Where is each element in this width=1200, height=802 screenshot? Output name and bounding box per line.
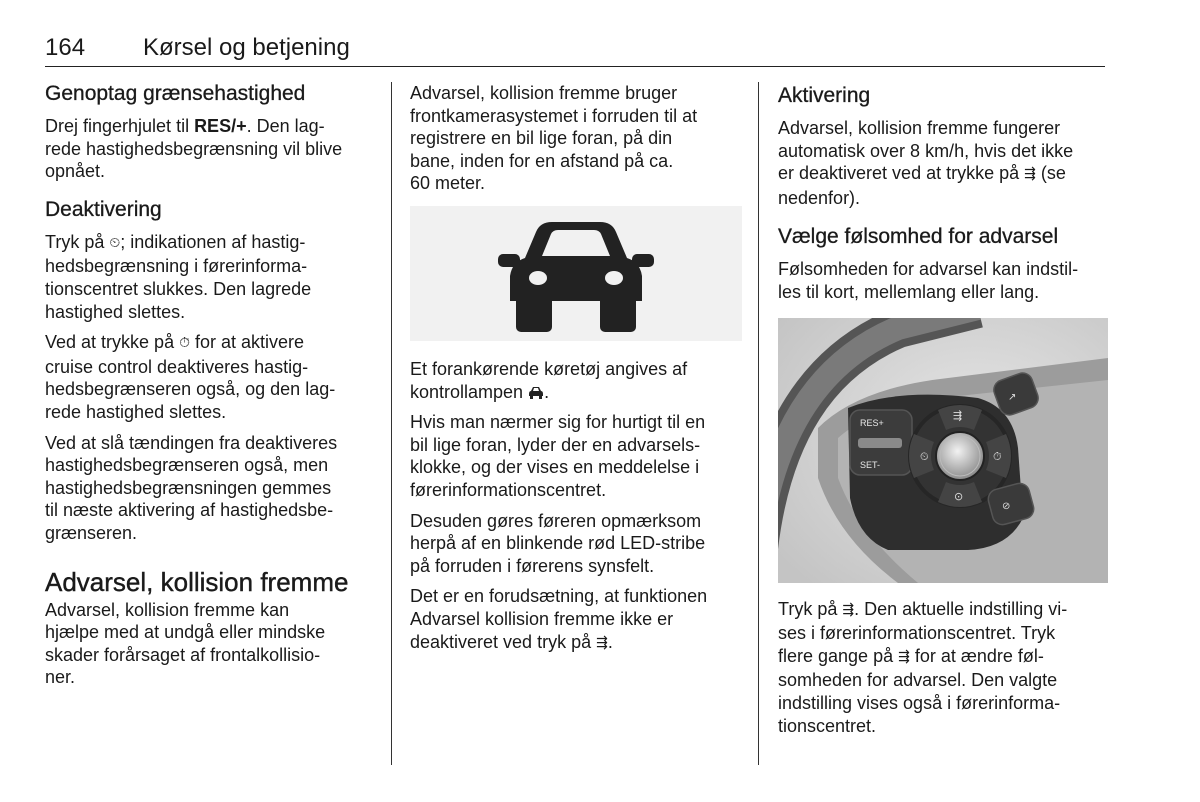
collision-alert-icon: ⇶ [1024,166,1036,183]
heading-forward-collision: Advarsel, kollision fremme [45,566,349,597]
paragraph-approach: Hvis man nærmer sig for hurtigt til en bil lige foran, lyder der en advarsels- klokke, og der vises en meddelelse i førerinformationscentret. [410,412,706,500]
svg-text:⊙: ⊙ [954,489,964,503]
vehicle-ahead-icon [528,386,544,399]
page-header [45,34,1105,67]
column-right [778,82,1108,745]
column-divider [391,82,392,765]
steering-wheel-photo [778,318,1108,583]
paragraph-condition: Det er en forudsætning, at funktionen Advarsel kollision fremme ikke er deaktiveret ved tryk på ⇶. [410,585,742,655]
vehicle-ahead-icon [410,206,742,341]
paragraph-led: Desuden gøres føreren opmærksom herpå af en blinkende rød LED-stribe på forruden i førerens synsfelt. [410,510,706,576]
paragraph-deactivation: Tryk på ⏲; indikationen af hastig- hedsbegrænsning i førerinforma- tionscentret slukkes. Den lagrede hastighed slettes. [45,231,312,322]
paragraph-activation: Advarsel, kollision fremme fungerer automatisk over 8 km/h, hvis det ikke er deaktiveret ved at trykke på ⇶ (se nedenfor). [778,118,1074,208]
paragraph-ignition: Ved at slå tændingen fra deaktiveres hastighedsbegrænseren også, men hastighedsbegrænsningen gemmes til næste aktivering af hastighedsbe- grænseren. [45,432,338,543]
collision-alert-icon: ⇶ [898,648,910,665]
svg-text:↗: ↗ [1008,391,1017,403]
column-middle [410,82,742,663]
heading-sensitivity: Vælge følsomhed for advarsel [778,225,1059,249]
speed-limiter-icon: ⏲ [109,234,121,251]
paragraph-press: Tryk på ⇶. Den aktuelle indstilling vi- ses i førerinformationscentret. Tryk flere gange på ⇶ for at ændre føl- somheden for advarsel. Den valgte indstilling vises også i førerinforma- tionscentret. [778,598,1068,736]
paragraph-resume: Drej fingerhjulet til RES/+. Den lag- rede hastighedsbegrænsning vil blive opnået. [45,116,343,182]
paragraph-intro: Advarsel, kollision fremme bruger frontkamerasystemet i forruden til at registrere en bil lige foran, på din bane, inden for en afstand på ca. 60 meter. [410,83,698,194]
res-plus-label: RES+ [860,417,884,428]
heading-activation: Aktivering [778,84,871,107]
svg-text:⏱: ⏱ [993,449,1002,463]
chapter-title: Kørsel og betjening [143,34,350,61]
column-left [45,82,375,697]
paragraph-cruise: Ved at trykke på ⏱ for at aktivere cruise control deaktiveres hastig- hedsbegrænseren også, og den lag- rede hastighed slettes. [45,332,336,422]
heading-deactivation: Deaktivering [45,197,162,221]
svg-text:⏲: ⏲ [920,449,929,463]
collision-alert-icon: ⇶ [842,601,855,618]
set-minus-label: SET- [860,459,881,470]
svg-text:⊘: ⊘ [1002,500,1011,512]
cruise-control-icon: ⏱ [179,335,190,352]
heading-resume-limit: Genoptag grænsehastighed [45,82,306,105]
page-number: 164 [45,34,86,61]
column-divider [758,82,759,765]
svg-text:⇶: ⇶ [953,408,963,422]
vehicle-ahead-illustration [410,206,742,341]
paragraph-sensitivity: Følsomheden for advarsel kan indstil- les til kort, mellemlang eller lang. [778,259,1079,302]
paragraph-forward-collision: Advarsel, kollision fremme kan hjælpe med at undgå eller mindske skader forårsaget af frontalkollisio- ner. [45,599,326,688]
paragraph-indicator: Et forankørende køretøj angives af kontrollampen . [410,358,688,402]
res-plus-label: RES/+ [194,116,247,136]
collision-alert-icon: ⇶ [596,634,608,651]
